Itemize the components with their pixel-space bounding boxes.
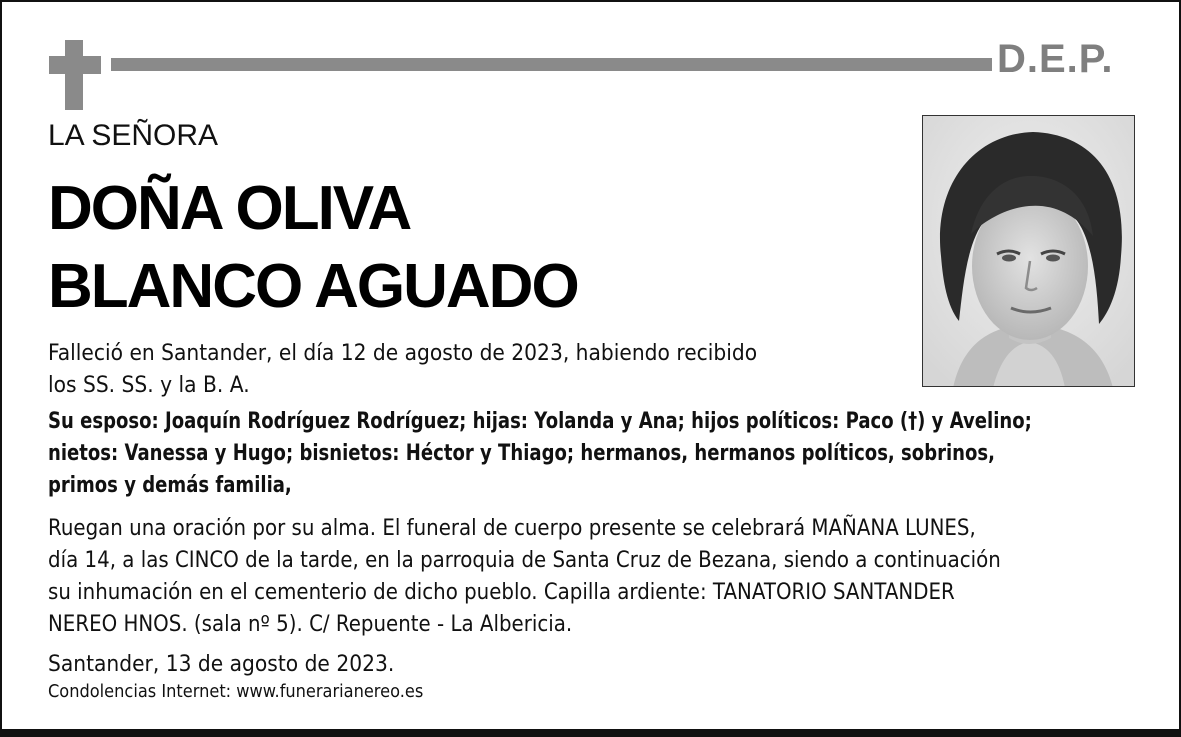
death-notice (48, 338, 757, 402)
death-notice-line: Falleció en Santander, el día 12 de agosto de 2023, habiendo recibido (48, 341, 758, 366)
deceased-name-line2: BLANCO AGUADO (48, 252, 578, 321)
family-line: Su esposo: Joaquín Rodríguez Rodríguez; hijas: Yolanda y Ana; hijos políticos: Paco (†) y Avelino; (48, 409, 1032, 434)
funeral-line: su inhumación en el cementerio de dicho pueblo. Capilla ardiente: TANATORIO SANTANDER (48, 580, 955, 605)
death-notice-line: los SS. SS. y la B. A. (48, 373, 250, 398)
deceased-name-line1: DOÑA OLIVA (48, 174, 411, 243)
dep-badge: D.E.P. (997, 37, 1114, 81)
family-list (48, 406, 1032, 502)
cross-icon (65, 40, 83, 110)
portrait-photo (922, 115, 1135, 387)
condolences-link[interactable]: Condolencias Internet: www.funerarianereo.es (48, 681, 424, 702)
funeral-line: día 14, a las CINCO de la tarde, en la parroquia de Santa Cruz de Bezana, siendo a continuación (48, 548, 1001, 573)
funeral-line: Ruegan una oración por su alma. El funeral de cuerpo presente se celebrará MAÑANA LUNES, (48, 516, 976, 541)
header-rule (111, 58, 992, 71)
portrait-icon (923, 116, 1135, 387)
place-date: Santander, 13 de agosto de 2023. (48, 652, 395, 677)
cross-icon-bar (49, 56, 101, 74)
funeral-line: NEREO HNOS. (sala nº 5). C/ Repuente - La Albericia. (48, 612, 573, 637)
family-line: nietos: Vanessa y Hugo; bisnietos: Héctor y Thiago; hermanos, hermanos políticos, sobrinos, (48, 441, 996, 466)
funeral-details (48, 513, 1001, 641)
pretitle: LA SEÑORA (48, 119, 219, 152)
family-line: primos y demás familia, (48, 473, 292, 498)
